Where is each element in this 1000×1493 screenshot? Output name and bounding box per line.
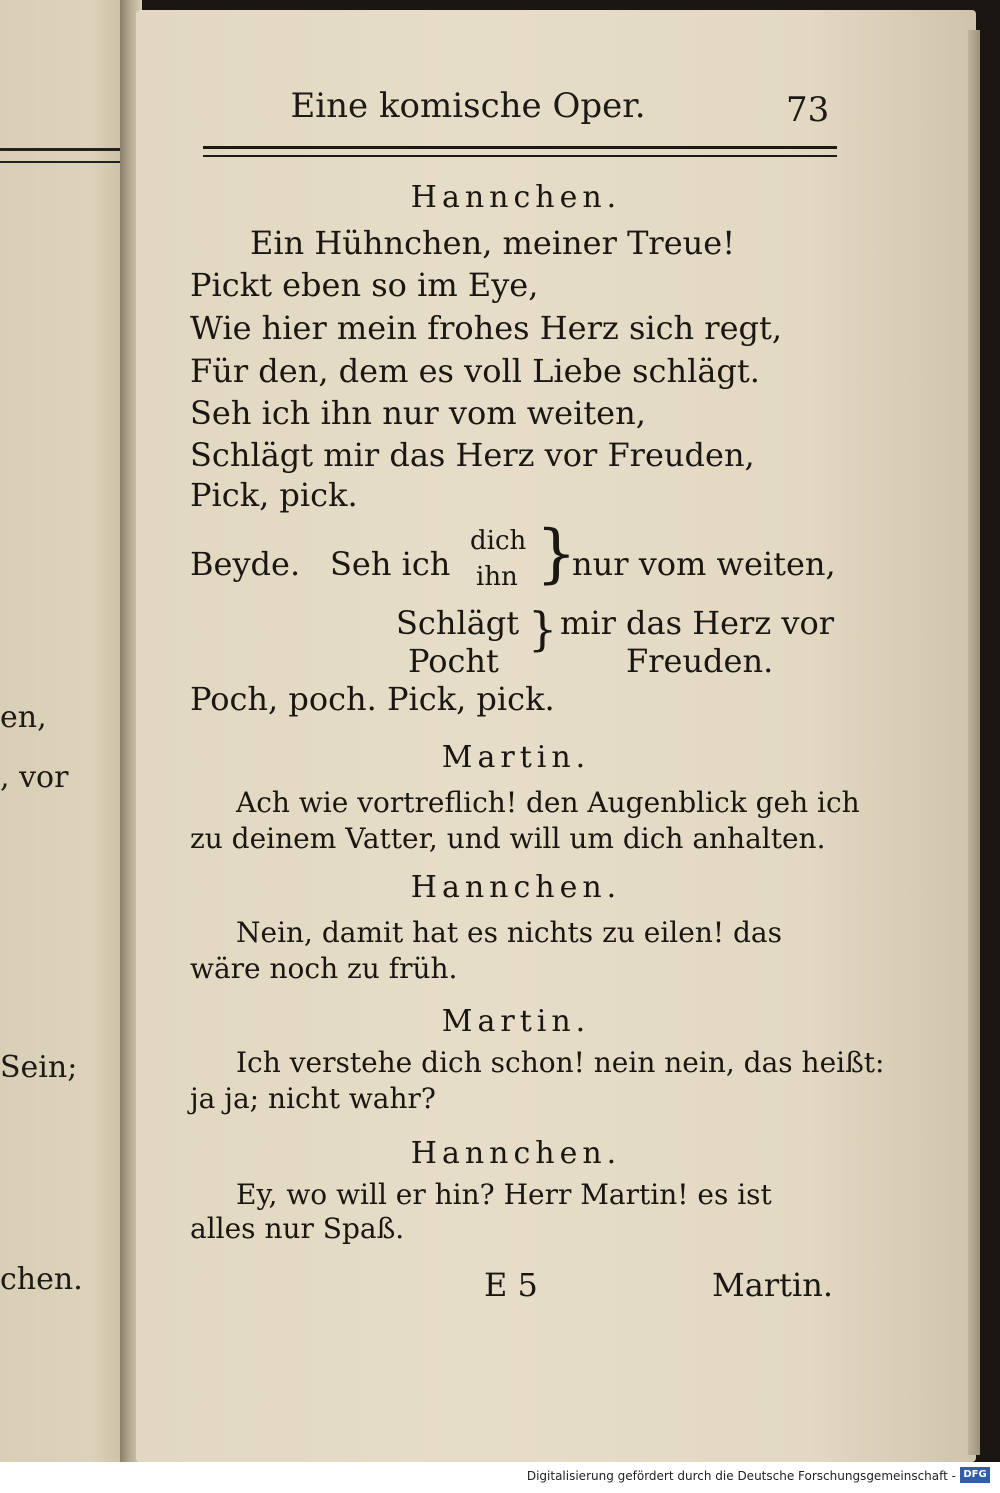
speaker-martin: Martin.	[441, 1004, 591, 1039]
signature-mark: E 5	[484, 1266, 538, 1304]
page-edge	[968, 30, 980, 1455]
verse-text: mir das Herz vor	[560, 604, 835, 642]
prose-line: wäre noch zu früh.	[190, 952, 458, 985]
dfg-logo: DFG	[960, 1467, 990, 1483]
left-fragment: en,	[0, 700, 47, 735]
speaker-hannchen: Hannchen.	[410, 180, 622, 215]
prose-line: alles nur Spaß.	[190, 1212, 405, 1245]
speaker-hannchen: Hannchen.	[410, 1136, 622, 1171]
speaker-beyde: Beyde.	[190, 545, 301, 583]
page-number: 73	[786, 90, 830, 130]
speaker-martin: Martin.	[441, 740, 591, 775]
prose-line: zu deinem Vatter, und will um dich anhalten.	[190, 822, 826, 855]
left-fragment: , vor	[0, 760, 69, 795]
verse-line: Seh ich ihn nur vom weiten,	[190, 394, 646, 432]
verse-line: Für den, dem es voll Liebe schlägt.	[190, 352, 760, 390]
verse-text: Freuden.	[626, 642, 774, 680]
verse-line: Schlägt mir das Herz vor Freuden,	[190, 436, 755, 474]
verse-line: Poch, poch. Pick, pick.	[190, 680, 555, 718]
left-fragment: Sein;	[0, 1050, 78, 1085]
speaker-hannchen: Hannchen.	[410, 870, 622, 905]
prose-line: Ich verstehe dich schon! nein nein, das heißt:	[236, 1046, 885, 1079]
verse-line: Pick, pick.	[190, 476, 358, 514]
brace-icon: }	[536, 517, 577, 591]
prose-line: Ey, wo will er hin? Herr Martin! es ist	[236, 1178, 772, 1211]
alt-word-pocht: Pocht	[408, 642, 499, 680]
brace-icon: }	[528, 602, 558, 656]
running-title: Eine komische Oper.	[290, 86, 646, 126]
left-fragment: chen.	[0, 1262, 83, 1297]
digitization-credit: Digitalisierung gefördert durch die Deutsche Forschungsgemeinschaft -	[526, 1469, 956, 1483]
catchword: Martin.	[712, 1266, 834, 1304]
prose-line: Nein, damit hat es nichts zu eilen! das	[236, 916, 782, 949]
left-header-rule	[0, 148, 120, 163]
left-page	[0, 0, 128, 1462]
verse-text: Seh ich	[330, 545, 451, 583]
verse-line: Ein Hühnchen, meiner Treue!	[250, 224, 736, 262]
verse-line: Pickt eben so im Eye,	[190, 266, 539, 304]
verse-text: nur vom weiten,	[572, 545, 836, 583]
prose-line: Ach wie vortreflich! den Augenblick geh ich	[236, 786, 860, 819]
alt-word-ihn: ihn	[476, 562, 518, 592]
verse-line: Wie hier mein frohes Herz sich regt,	[190, 309, 783, 347]
header-rule	[203, 146, 837, 157]
prose-line: ja ja; nicht wahr?	[190, 1082, 436, 1115]
alt-word-schlaegt: Schlägt	[396, 604, 520, 642]
alt-word-dich: dich	[470, 526, 527, 556]
